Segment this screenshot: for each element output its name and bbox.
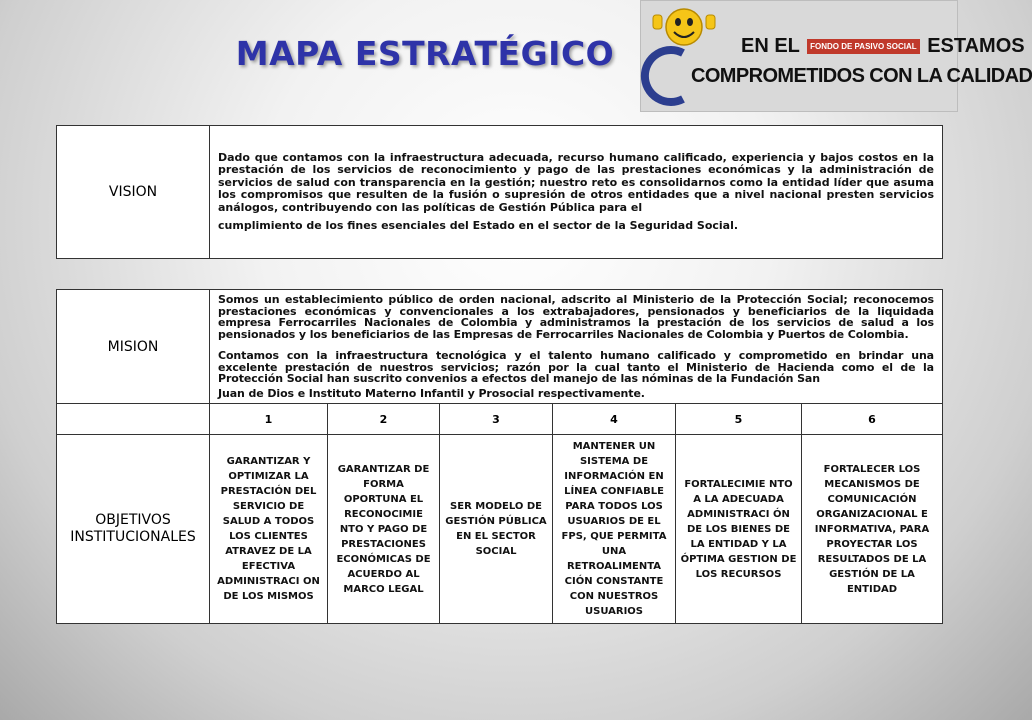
vision-row (57, 126, 943, 259)
page-title: MAPA ESTRATÉGICO (235, 34, 615, 73)
objetivo-number: 4 (553, 404, 676, 435)
mision-text-paragraph: Somos un establecimiento público de orden nacional, adscrito al Ministerio de la Protección Social; reconocemos prestaciones económicas y convencionales a los extrabajadores, pensionados y beneficiarios de la liquidada empresa Ferrocarriles Nacionales de Colombia y administramos la prestación de los servicios de salud a los pensionados y los beneficiarios de las Empresas de Ferrocarriles Nacionales de Colombia y Puertos de Colombia. (218, 293, 934, 341)
objetivo-item: FORTALECER LOS MECANISMOS DE COMUNICACIÓN ORGANIZACIONAL E INFORMATIVA, PARA PROYECTAR LOS RESULTADOS DE LA GESTIÓN DE LA ENTIDAD (802, 435, 943, 624)
objetivos-number-row (57, 404, 943, 435)
vision-text-paragraph: cumplimiento de los fines esenciales del Estado en el sector de la Seguridad Social. (218, 219, 739, 232)
objetivo-item: MANTENER UN SISTEMA DE INFORMACIÓN EN LÍNEA CONFIABLE PARA TODOS LOS USUARIOS DE EL FPS, QUE PERMITA UNA RETROALIMENTA CIÓN CONSTANTE CON NUESTROS USUARIOS (553, 435, 676, 624)
objetivos-label: OBJETIVOS INSTITUCIONALES (57, 435, 210, 624)
vision-table (56, 125, 943, 259)
objetivo-number: 6 (802, 404, 943, 435)
mision-row (57, 290, 943, 404)
logo-c-mark-icon (649, 45, 689, 107)
objetivo-number: 3 (440, 404, 553, 435)
logo-tagline-top (741, 35, 1025, 61)
objetivo-item: GARANTIZAR Y OPTIMIZAR LA PRESTACIÓN DEL SERVICIO DE SALUD A TODOS LOS CLIENTES ATRAVEZ DE LA EFECTIVA ADMINISTRACI ON DE LOS MISMOS (210, 435, 328, 624)
mision-text-paragraph: Juan de Dios e Instituto Materno Infantil y Prosocial respectivamente. (218, 386, 645, 400)
mision-text-cell (210, 290, 943, 404)
objetivo-item: SER MODELO DE GESTIÓN PÚBLICA EN EL SECTOR SOCIAL (440, 435, 553, 624)
objetivo-item: FORTALECIMIE NTO A LA ADECUADA ADMINISTRACI ÓN DE LOS BIENES DE LA ENTIDAD Y LA ÓPTIMA GESTION DE LOS RECURSOS (676, 435, 802, 624)
vision-text-cell (210, 126, 943, 259)
logo-text-estamos: ESTAMOS (927, 35, 1025, 57)
objetivo-number: 2 (328, 404, 440, 435)
company-logo (640, 0, 1032, 112)
vision-label: VISION (57, 126, 210, 259)
empty-cell (57, 404, 210, 435)
logo-text-en-el: EN EL (741, 35, 800, 57)
objetivos-row (57, 435, 943, 624)
objetivo-number: 1 (210, 404, 328, 435)
objetivo-item: GARANTIZAR DE FORMA OPORTUNA EL RECONOCIMIE NTO Y PAGO DE PRESTACIONES ECONÓMICAS DE ACUERDO AL MARCO LEGAL (328, 435, 440, 624)
mision-label: MISION (57, 290, 210, 404)
vision-text-paragraph: Dado que contamos con la infraestructura adecuada, recurso humano calificado, experiencia y bajos costos en la prestación de los servicios de reconocimiento y pago de las prestaciones económicas y la administración de servicios de salud con transparencia en la gestión; nuestro reto es consolidarnos como la entidad líder que asuma los compromisos que resulten de la fusión o supresión de otros entidades que a nivel nacional presten servicios análogos, contribuyendo con las políticas de Gestión Pública para el (218, 150, 934, 214)
mision-text-paragraph: Contamos con la infraestructura tecnológica y el talento humano calificado y comprometido en brindar una excelente prestación de nuestros servicios; razón por la cual tanto el Ministerio de Hacienda como el de la Protección Social han suscrito convenios a efectos del manejo de las nóminas de la Fundación San (218, 349, 934, 385)
mision-objetivos-table (56, 289, 943, 624)
logo-tagline-bottom: COMPROMETIDOS CON LA CALIDAD (691, 65, 1032, 87)
objetivo-number: 5 (676, 404, 802, 435)
smiley-icon (649, 3, 719, 51)
logo-fund-badge: FONDO DE PASIVO SOCIAL (807, 39, 920, 54)
